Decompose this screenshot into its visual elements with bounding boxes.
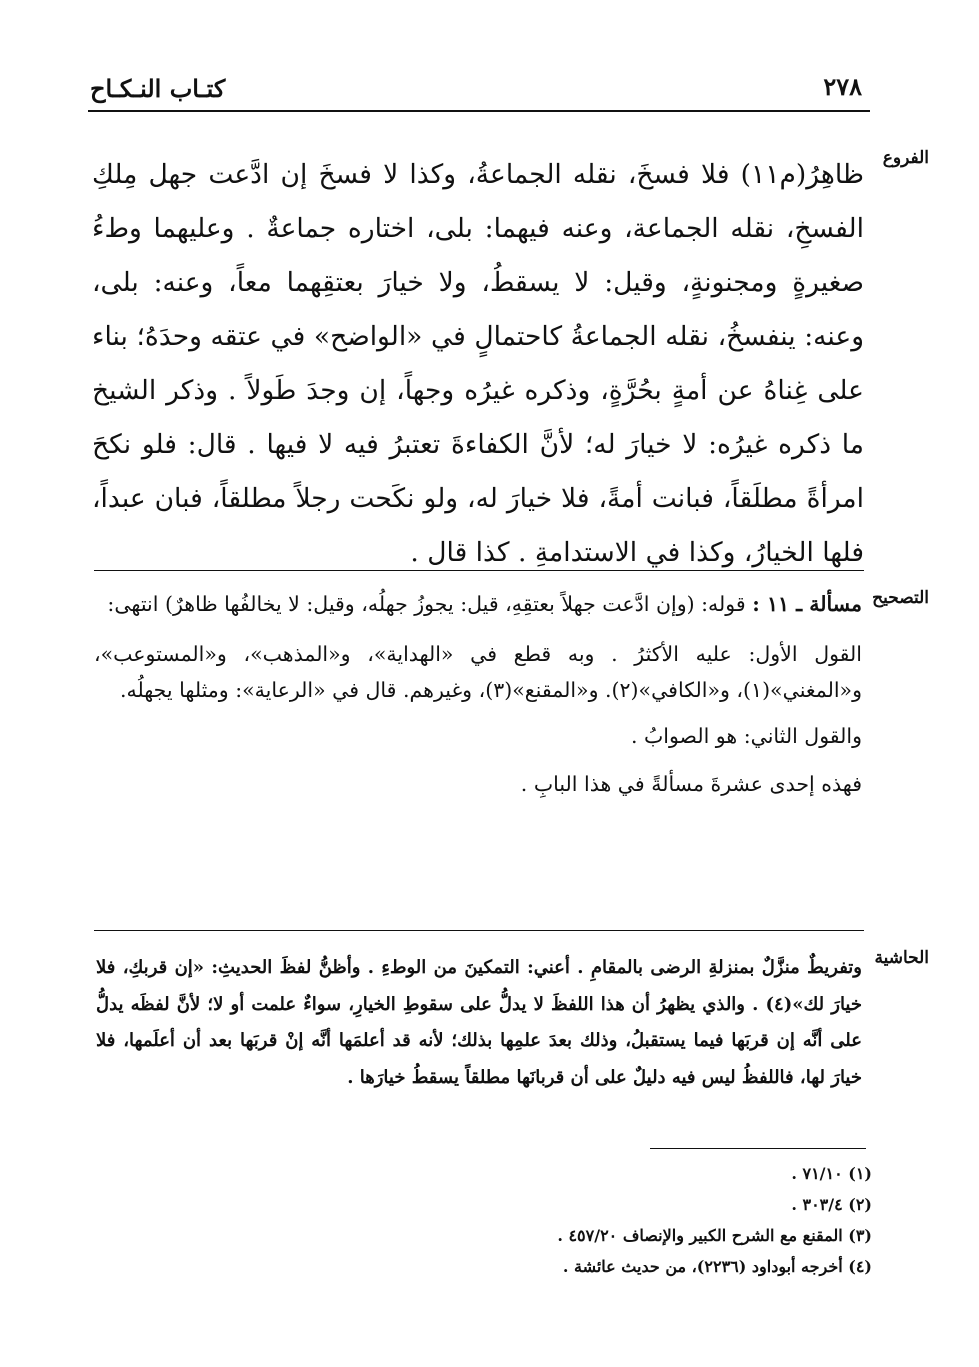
section-label-furu: الفروع [882,148,929,168]
footnote-3: (٣) المقنع مع الشرح الكبير والإنصاف ٤٥٧/٢٠ . [557,1226,872,1245]
section-label-tashih: التصحيح [872,588,929,608]
section-divider-2 [94,930,864,931]
tashih-quote: قوله: (وإن ادَّعت جهلاً بعتقِهِ، قيل: يجوزُ جهلُه، وقيل: لا يخالفُها ظاهرٌ) انتهى: [107,592,746,616]
running-title: كتـاب النـكـاح [90,74,226,103]
furu-text: ظاهِرُ(م١١) فلا فسخَ، نقله الجماعةُ، وكذا لا فسخَ إن ادَّعت جهل مِلكِ الفسخِ، نقله الجماعة، وعنه فيهما: بلى، اختاره جماعةٌ . وعليهما وطءُ صغيرةٍ ومجنونةٍ، وقيل: لا يسقطُ، ولا خيارَ بعتقِهما معاً، وعنه: بلى، وعنه: ينفسخُ، نقله الجماعةُ كاحتمالٍ في «الواضح» في عتقه وحدَهُ؛ بناء على غِناهُ عن أمةٍ بحُرَّةٍ، وذكره غيرُه وجهاً، إن وجدَ طَولاً . وذكر الشيخ ما ذكره غيرُه: لا خيارَ له؛ لأنَّ الكفاءةَ تعتبرُ فيه لا فيها . قال: فلو نكحَ امرأةً مطلَقاً، فبانت أمةً، فلا خيارَ له، ولو نكَحت رجلاً مطلقاً، فبان عبداً، فلها الخيارُ، وكذا في الاستدامةِ . كذا قال . [92,159,864,568]
section-label-hashiya: الحاشية [874,948,929,968]
page-number: ٢٧٨ [823,72,862,101]
header-rule [88,110,870,112]
tashih-paragraph-2: القول الأول: عليه الأكثرُ . وبه قطع في «الهداية»، و«المذهب»، و«المستوعب»، و«المغني»(١)، و«الكافي»(٢). و«المقنع»(٣)، وغيرهم. قال في «الرعاية»: ومثلها يجهلُه. [94,642,862,702]
footnote-2: (٢) ٣٠٣/٤ . [791,1195,872,1214]
footnote-4: (٤) أخرجه أبوداود (٢٢٣٦)، من حديث عائشة . [562,1257,872,1276]
footnote-1: (١) ٧١/١٠ . [791,1164,872,1183]
page-header [88,70,868,110]
footnotes [300,1158,872,1282]
tashih-block [94,586,862,802]
tashih-paragraph-1 [94,586,862,622]
tashih-paragraph-3: والقول الثاني: هو الصوابُ . [630,724,862,748]
section-divider-1 [94,570,864,571]
hashiya-text: وتفريطٌ منزَّلٌ بمنزلةِ الرضى بالمقامِ . أعني: التمكينَ من الوطءِ . وأظنُّ لفظَ الحديثِ: «إن قربكِ، فلا خيارَ لك»(٤) . والذي يظهرُ أن هذا اللفظَ لا يدلُّ على سقوطِ الخيارِ، سواءٌ علمت أو لا؛ لأنَّ لفظَه يدلُّ على أنَّه إن قربَها فيما يستقبلُ، وذلك بعدَ علمِها بذلك؛ لأنه قد أعلمَها أنَّه إنْ قربَها بعد أن أعلَمها، فلا خيارَ لها، فاللفظُ ليس فيه دليلٌ على أن قربانَها مطلقاً يسقطُ خيارَها . [96,957,862,1088]
masala-heading: مسألة ـ ١١ : [752,592,862,616]
footnote-rule [650,1148,866,1149]
tashih-paragraph-4: فهذه إحدى عشرةَ مسألةً في هذا البابِ . [520,772,862,796]
